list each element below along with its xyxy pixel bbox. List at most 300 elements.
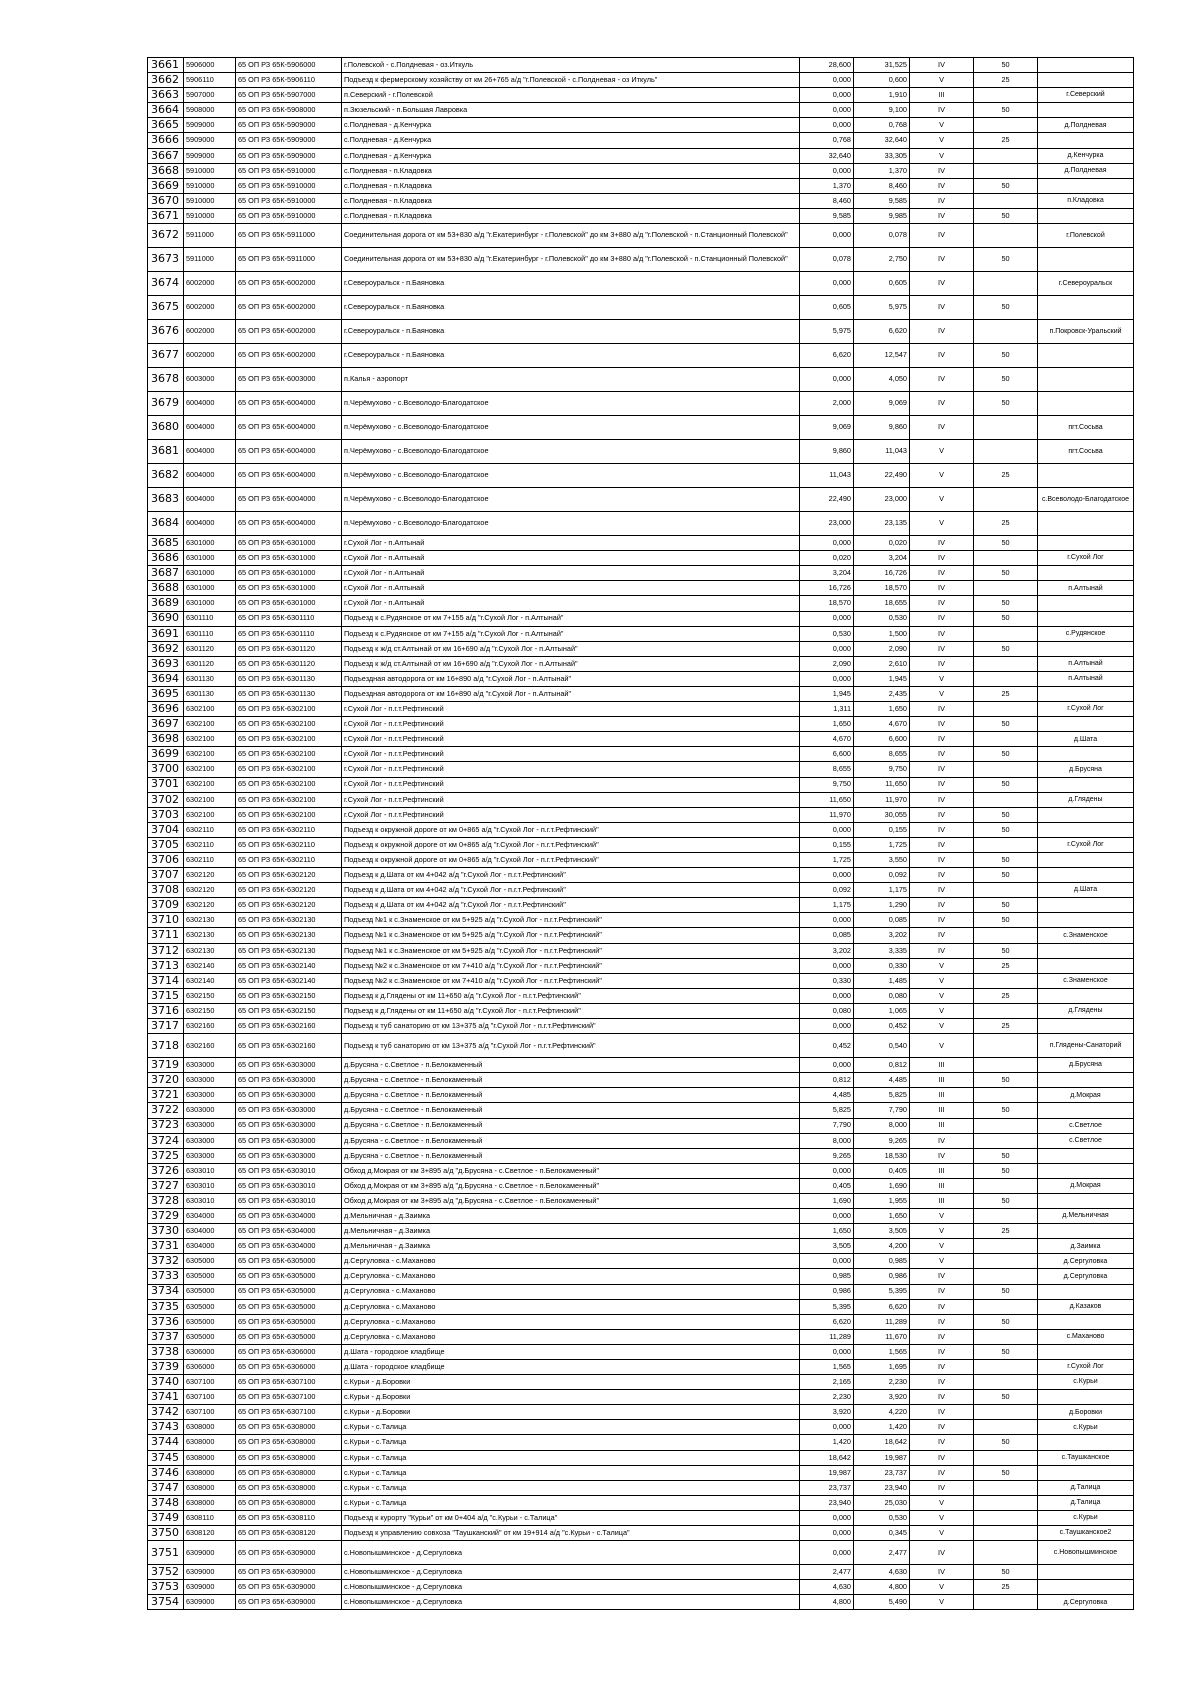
cell-start-km: 2,000 — [800, 392, 854, 416]
cell-start-km: 1,945 — [800, 686, 854, 701]
cell-settlement: д.Талица — [1038, 1495, 1134, 1510]
cell-road-name: г.Сухой Лог - п.г.т.Рефтинский — [342, 807, 800, 822]
cell-end-km: 12,547 — [854, 344, 910, 368]
cell-start-km: 32,640 — [800, 148, 854, 163]
cell-start-km: 0,000 — [800, 913, 854, 928]
cell-end-km: 3,202 — [854, 928, 910, 943]
table-row — [148, 1390, 1134, 1405]
cell-category: V — [910, 488, 974, 512]
cell-category: V — [910, 958, 974, 973]
cell-identifier: 65 ОП РЗ 65К-6301110 — [236, 611, 342, 626]
cell-end-km: 23,135 — [854, 512, 910, 536]
cell-category: IV — [910, 762, 974, 777]
table-row — [148, 626, 1134, 641]
cell-account-number: 5909000 — [184, 133, 236, 148]
cell-settlement — [1038, 1565, 1134, 1580]
cell-row-number: 3681 — [148, 440, 184, 464]
cell-category: V — [910, 671, 974, 686]
cell-identifier: 65 ОП РЗ 65К-6302100 — [236, 777, 342, 792]
cell-identifier: 65 ОП РЗ 65К-6307100 — [236, 1375, 342, 1390]
cell-end-km: 6,600 — [854, 732, 910, 747]
cell-identifier: 65 ОП РЗ 65К-6004000 — [236, 464, 342, 488]
cell-end-km: 0,600 — [854, 73, 910, 88]
cell-length-value — [974, 1209, 1038, 1224]
cell-row-number: 3671 — [148, 208, 184, 223]
cell-start-km: 0,330 — [800, 973, 854, 988]
cell-settlement — [1038, 178, 1134, 193]
table-row — [148, 1019, 1134, 1034]
cell-end-km: 1,690 — [854, 1178, 910, 1193]
cell-road-name: Подъезд №2 к с.Знаменское от км 7+410 а/д "г.Сухой Лог - п.г.т.Рефтинский" — [342, 958, 800, 973]
table-row — [148, 1405, 1134, 1420]
cell-account-number: 6308000 — [184, 1435, 236, 1450]
cell-length-value — [974, 656, 1038, 671]
cell-end-km: 5,395 — [854, 1284, 910, 1299]
cell-category: IV — [910, 566, 974, 581]
cell-length-value: 50 — [974, 178, 1038, 193]
cell-settlement: с.Маханово — [1038, 1329, 1134, 1344]
cell-row-number: 3699 — [148, 747, 184, 762]
cell-end-km: 9,860 — [854, 416, 910, 440]
cell-road-name: с.Курьи - с.Талица — [342, 1495, 800, 1510]
cell-category: IV — [910, 296, 974, 320]
cell-end-km: 1,945 — [854, 671, 910, 686]
cell-end-km: 32,640 — [854, 133, 910, 148]
cell-category: V — [910, 1019, 974, 1034]
cell-road-name: г.Сухой Лог - п.Алтынай — [342, 551, 800, 566]
cell-identifier: 65 ОП РЗ 65К-6308000 — [236, 1465, 342, 1480]
cell-category: IV — [910, 717, 974, 732]
cell-start-km: 1,311 — [800, 702, 854, 717]
cell-identifier: 65 ОП РЗ 65К-5910000 — [236, 193, 342, 208]
cell-row-number: 3693 — [148, 656, 184, 671]
cell-category: V — [910, 1239, 974, 1254]
cell-settlement — [1038, 822, 1134, 837]
cell-road-name: д.Мельничная - д.Заимка — [342, 1224, 800, 1239]
cell-end-km: 0,768 — [854, 118, 910, 133]
cell-account-number: 6302120 — [184, 868, 236, 883]
cell-category: IV — [910, 641, 974, 656]
cell-identifier: 65 ОП РЗ 65К-6303000 — [236, 1073, 342, 1088]
cell-settlement: с.Таушканское2 — [1038, 1526, 1134, 1541]
cell-identifier: 65 ОП РЗ 65К-6309000 — [236, 1541, 342, 1565]
cell-settlement — [1038, 898, 1134, 913]
table-row — [148, 488, 1134, 512]
table-row — [148, 163, 1134, 178]
cell-category: III — [910, 1118, 974, 1133]
table-row — [148, 1088, 1134, 1103]
cell-account-number: 6308000 — [184, 1495, 236, 1510]
cell-road-name: п.Черёмухово - с.Всеволодо-Благодатское — [342, 464, 800, 488]
cell-account-number: 6304000 — [184, 1224, 236, 1239]
cell-account-number: 6301130 — [184, 671, 236, 686]
cell-account-number: 6301120 — [184, 641, 236, 656]
table-row — [148, 1450, 1134, 1465]
cell-road-name: Подъезд к окружной дороге от км 0+865 а/д "г.Сухой Лог - п.г.т.Рефтинский" — [342, 837, 800, 852]
cell-settlement: п.Алтынай — [1038, 581, 1134, 596]
cell-length-value — [974, 1003, 1038, 1018]
cell-identifier: 65 ОП РЗ 65К-6308110 — [236, 1510, 342, 1525]
cell-start-km: 23,737 — [800, 1480, 854, 1495]
cell-category: IV — [910, 416, 974, 440]
cell-row-number: 3730 — [148, 1224, 184, 1239]
cell-road-name: Подъезд №1 к с.Знаменское от км 5+925 а/д "г.Сухой Лог - п.г.т.Рефтинский" — [342, 943, 800, 958]
cell-start-km: 0,000 — [800, 1344, 854, 1359]
table-row — [148, 296, 1134, 320]
cell-identifier: 65 ОП РЗ 65К-6306000 — [236, 1344, 342, 1359]
cell-row-number: 3752 — [148, 1565, 184, 1580]
cell-road-name: с.Новопышминское - д.Сергуловка — [342, 1580, 800, 1595]
cell-road-name: Подъезд к д.Шата от км 4+042 а/д "г.Сухой Лог - п.г.т.Рефтинский" — [342, 883, 800, 898]
cell-end-km: 9,750 — [854, 762, 910, 777]
cell-settlement: с.Курьи — [1038, 1375, 1134, 1390]
cell-start-km: 16,726 — [800, 581, 854, 596]
table-row — [148, 1580, 1134, 1595]
cell-account-number: 6303010 — [184, 1178, 236, 1193]
table-row — [148, 792, 1134, 807]
cell-row-number: 3682 — [148, 464, 184, 488]
cell-end-km: 0,452 — [854, 1019, 910, 1034]
table-row — [148, 732, 1134, 747]
cell-end-km: 31,525 — [854, 58, 910, 73]
table-row — [148, 118, 1134, 133]
cell-account-number: 6002000 — [184, 344, 236, 368]
cell-road-name: Подъезд к окружной дороге от км 0+865 а/д "г.Сухой Лог - п.г.т.Рефтинский" — [342, 853, 800, 868]
cell-category: III — [910, 88, 974, 103]
cell-end-km: 0,986 — [854, 1269, 910, 1284]
cell-category: V — [910, 1209, 974, 1224]
cell-start-km: 28,600 — [800, 58, 854, 73]
cell-end-km: 33,305 — [854, 148, 910, 163]
cell-end-km: 2,610 — [854, 656, 910, 671]
table-row — [148, 868, 1134, 883]
cell-identifier: 65 ОП РЗ 65К-6004000 — [236, 416, 342, 440]
cell-category: V — [910, 133, 974, 148]
cell-category: V — [910, 148, 974, 163]
cell-settlement: с.Таушканское — [1038, 1450, 1134, 1465]
cell-account-number: 6302150 — [184, 988, 236, 1003]
cell-identifier: 65 ОП РЗ 65К-6305000 — [236, 1299, 342, 1314]
cell-start-km: 23,000 — [800, 512, 854, 536]
cell-settlement — [1038, 1390, 1134, 1405]
cell-start-km: 0,000 — [800, 103, 854, 118]
cell-road-name: Соединительная дорога от км 53+830 а/д "г.Екатеринбург - г.Полевской" до км 3+880 а/д "г.Полевской - п.Станционный Полевской" — [342, 224, 800, 248]
cell-length-value — [974, 148, 1038, 163]
cell-end-km: 5,825 — [854, 1088, 910, 1103]
cell-category: IV — [910, 1329, 974, 1344]
table-row — [148, 1163, 1134, 1178]
cell-length-value — [974, 551, 1038, 566]
cell-row-number: 3676 — [148, 320, 184, 344]
cell-category: IV — [910, 898, 974, 913]
cell-road-name: д.Сергуловка - с.Маханово — [342, 1299, 800, 1314]
cell-end-km: 9,265 — [854, 1133, 910, 1148]
cell-identifier: 65 ОП РЗ 65К-5909000 — [236, 133, 342, 148]
cell-end-km: 2,090 — [854, 641, 910, 656]
cell-account-number: 6004000 — [184, 392, 236, 416]
cell-length-value — [974, 837, 1038, 852]
table-row — [148, 641, 1134, 656]
cell-account-number: 6302100 — [184, 732, 236, 747]
cell-identifier: 65 ОП РЗ 65К-6303010 — [236, 1178, 342, 1193]
table-body — [148, 58, 1134, 1610]
cell-road-name: д.Сергуловка - с.Маханово — [342, 1269, 800, 1284]
cell-row-number: 3723 — [148, 1118, 184, 1133]
table-row — [148, 320, 1134, 344]
cell-end-km: 23,940 — [854, 1480, 910, 1495]
table-row — [148, 777, 1134, 792]
cell-settlement: с.Светлое — [1038, 1118, 1134, 1133]
cell-account-number: 6002000 — [184, 320, 236, 344]
cell-identifier: 65 ОП РЗ 65К-5910000 — [236, 208, 342, 223]
cell-row-number: 3708 — [148, 883, 184, 898]
cell-settlement — [1038, 368, 1134, 392]
cell-account-number: 6309000 — [184, 1595, 236, 1610]
table-row — [148, 566, 1134, 581]
cell-length-value — [974, 416, 1038, 440]
cell-identifier: 65 ОП РЗ 65К-5906000 — [236, 58, 342, 73]
cell-row-number: 3750 — [148, 1526, 184, 1541]
cell-start-km: 4,670 — [800, 732, 854, 747]
cell-account-number: 6302130 — [184, 928, 236, 943]
cell-length-value: 25 — [974, 73, 1038, 88]
cell-row-number: 3739 — [148, 1360, 184, 1375]
cell-category: IV — [910, 272, 974, 296]
cell-start-km: 1,650 — [800, 717, 854, 732]
cell-road-name: п.Черёмухово - с.Всеволодо-Благодатское — [342, 440, 800, 464]
cell-account-number: 6301000 — [184, 566, 236, 581]
cell-road-name: с.Курьи - д.Боровки — [342, 1405, 800, 1420]
cell-category: IV — [910, 837, 974, 852]
cell-row-number: 3667 — [148, 148, 184, 163]
cell-settlement — [1038, 248, 1134, 272]
cell-road-name: г.Сухой Лог - п.г.т.Рефтинский — [342, 792, 800, 807]
cell-account-number: 6305000 — [184, 1329, 236, 1344]
cell-end-km: 8,000 — [854, 1118, 910, 1133]
table-row — [148, 1480, 1134, 1495]
cell-row-number: 3706 — [148, 853, 184, 868]
cell-row-number: 3696 — [148, 702, 184, 717]
cell-settlement: пгт.Сосьва — [1038, 440, 1134, 464]
cell-length-value — [974, 1480, 1038, 1495]
table-row — [148, 1420, 1134, 1435]
table-row — [148, 1541, 1134, 1565]
cell-category: V — [910, 988, 974, 1003]
cell-account-number: 6302150 — [184, 1003, 236, 1018]
cell-end-km: 0,078 — [854, 224, 910, 248]
cell-category: IV — [910, 536, 974, 551]
cell-row-number: 3664 — [148, 103, 184, 118]
cell-category: III — [910, 1073, 974, 1088]
cell-row-number: 3669 — [148, 178, 184, 193]
table-row — [148, 1118, 1134, 1133]
cell-identifier: 65 ОП РЗ 65К-6303000 — [236, 1118, 342, 1133]
cell-settlement: г.Полевской — [1038, 224, 1134, 248]
cell-identifier: 65 ОП РЗ 65К-6301110 — [236, 626, 342, 641]
cell-category: IV — [910, 596, 974, 611]
cell-account-number: 5909000 — [184, 118, 236, 133]
cell-settlement — [1038, 988, 1134, 1003]
cell-road-name: п.Черёмухово - с.Всеволодо-Благодатское — [342, 488, 800, 512]
cell-length-value — [974, 792, 1038, 807]
cell-start-km: 0,530 — [800, 626, 854, 641]
cell-identifier: 65 ОП РЗ 65К-5908000 — [236, 103, 342, 118]
cell-road-name: д.Брусяна - с.Светлое - п.Белокаменный — [342, 1148, 800, 1163]
cell-road-name: г.Сухой Лог - п.г.т.Рефтинский — [342, 717, 800, 732]
cell-end-km: 0,092 — [854, 868, 910, 883]
cell-end-km: 11,650 — [854, 777, 910, 792]
cell-account-number: 5907000 — [184, 88, 236, 103]
cell-end-km: 25,030 — [854, 1495, 910, 1510]
cell-account-number: 6302110 — [184, 837, 236, 852]
table-row — [148, 837, 1134, 852]
cell-account-number: 6303000 — [184, 1148, 236, 1163]
cell-account-number: 6302130 — [184, 913, 236, 928]
table-row — [148, 853, 1134, 868]
table-row — [148, 416, 1134, 440]
cell-identifier: 65 ОП РЗ 65К-6302140 — [236, 958, 342, 973]
cell-length-value — [974, 1118, 1038, 1133]
cell-end-km: 0,812 — [854, 1058, 910, 1073]
cell-settlement — [1038, 73, 1134, 88]
cell-end-km: 4,670 — [854, 717, 910, 732]
cell-settlement: д.Брусяна — [1038, 1058, 1134, 1073]
cell-identifier: 65 ОП РЗ 65К-6302130 — [236, 928, 342, 943]
cell-start-km: 0,000 — [800, 1058, 854, 1073]
cell-row-number: 3735 — [148, 1299, 184, 1314]
cell-end-km: 1,910 — [854, 88, 910, 103]
cell-start-km: 9,860 — [800, 440, 854, 464]
cell-start-km: 1,370 — [800, 178, 854, 193]
cell-row-number: 3717 — [148, 1019, 184, 1034]
cell-account-number: 6305000 — [184, 1284, 236, 1299]
cell-start-km: 0,000 — [800, 73, 854, 88]
cell-identifier: 65 ОП РЗ 65К-6302100 — [236, 732, 342, 747]
cell-category: III — [910, 1103, 974, 1118]
cell-account-number: 5909000 — [184, 148, 236, 163]
cell-row-number: 3685 — [148, 536, 184, 551]
cell-row-number: 3715 — [148, 988, 184, 1003]
cell-start-km: 3,204 — [800, 566, 854, 581]
cell-road-name: г.Североуральск - п.Баяновка — [342, 296, 800, 320]
cell-road-name: г.Сухой Лог - п.Алтынай — [342, 596, 800, 611]
cell-category: V — [910, 1034, 974, 1058]
cell-length-value: 50 — [974, 1148, 1038, 1163]
cell-row-number: 3729 — [148, 1209, 184, 1224]
cell-account-number: 6305000 — [184, 1299, 236, 1314]
cell-identifier: 65 ОП РЗ 65К-6307100 — [236, 1405, 342, 1420]
cell-settlement — [1038, 512, 1134, 536]
cell-start-km: 0,000 — [800, 1254, 854, 1269]
cell-settlement — [1038, 296, 1134, 320]
cell-end-km: 3,204 — [854, 551, 910, 566]
cell-settlement: г.Северский — [1038, 88, 1134, 103]
cell-settlement: д.Мокрая — [1038, 1088, 1134, 1103]
cell-start-km: 0,000 — [800, 1209, 854, 1224]
cell-account-number: 6304000 — [184, 1239, 236, 1254]
road-register-table — [147, 57, 1134, 1610]
table-row — [148, 1344, 1134, 1359]
cell-account-number: 6303000 — [184, 1058, 236, 1073]
cell-road-name: д.Брусяна - с.Светлое - п.Белокаменный — [342, 1103, 800, 1118]
cell-end-km: 5,490 — [854, 1595, 910, 1610]
cell-identifier: 65 ОП РЗ 65К-6301130 — [236, 671, 342, 686]
table-row — [148, 611, 1134, 626]
cell-category: V — [910, 1580, 974, 1595]
cell-length-value — [974, 626, 1038, 641]
cell-identifier: 65 ОП РЗ 65К-6303000 — [236, 1103, 342, 1118]
cell-settlement: с.Знаменское — [1038, 973, 1134, 988]
cell-start-km: 0,000 — [800, 641, 854, 656]
cell-settlement — [1038, 536, 1134, 551]
cell-road-name: п.Черёмухово - с.Всеволодо-Благодатское — [342, 416, 800, 440]
cell-row-number: 3749 — [148, 1510, 184, 1525]
cell-account-number: 6306000 — [184, 1344, 236, 1359]
cell-length-value — [974, 1595, 1038, 1610]
cell-length-value — [974, 1088, 1038, 1103]
cell-start-km: 0,092 — [800, 883, 854, 898]
cell-settlement: с.Светлое — [1038, 1133, 1134, 1148]
cell-row-number: 3674 — [148, 272, 184, 296]
cell-end-km: 0,330 — [854, 958, 910, 973]
cell-length-value — [974, 1133, 1038, 1148]
cell-account-number: 5906110 — [184, 73, 236, 88]
cell-road-name: д.Сергуловка - с.Маханово — [342, 1314, 800, 1329]
cell-identifier: 65 ОП РЗ 65К-6308000 — [236, 1420, 342, 1435]
table-row — [148, 1284, 1134, 1299]
cell-category: V — [910, 118, 974, 133]
table-row — [148, 656, 1134, 671]
cell-length-value: 50 — [974, 208, 1038, 223]
cell-category: V — [910, 1224, 974, 1239]
cell-account-number: 6302110 — [184, 822, 236, 837]
cell-account-number: 6302100 — [184, 792, 236, 807]
cell-length-value — [974, 671, 1038, 686]
cell-account-number: 6302130 — [184, 943, 236, 958]
cell-identifier: 65 ОП РЗ 65К-6302120 — [236, 898, 342, 913]
cell-account-number: 6303000 — [184, 1103, 236, 1118]
cell-road-name: Подъезд к фермерскому хозяйству от км 26+765 а/д "г.Полевской - с.Полдневая - оз Иткуль" — [342, 73, 800, 88]
cell-row-number: 3711 — [148, 928, 184, 943]
cell-row-number: 3716 — [148, 1003, 184, 1018]
cell-start-km: 0,000 — [800, 1541, 854, 1565]
cell-road-name: с.Полдневая - д.Кенчурка — [342, 148, 800, 163]
cell-category: IV — [910, 178, 974, 193]
cell-identifier: 65 ОП РЗ 65К-6304000 — [236, 1224, 342, 1239]
cell-account-number: 6305000 — [184, 1254, 236, 1269]
cell-end-km: 16,726 — [854, 566, 910, 581]
cell-start-km: 0,000 — [800, 1526, 854, 1541]
cell-end-km: 7,790 — [854, 1103, 910, 1118]
cell-road-name: д.Брусяна - с.Светлое - п.Белокаменный — [342, 1073, 800, 1088]
cell-account-number: 6302100 — [184, 747, 236, 762]
table-row — [148, 133, 1134, 148]
cell-row-number: 3692 — [148, 641, 184, 656]
cell-identifier: 65 ОП РЗ 65К-6302100 — [236, 762, 342, 777]
cell-length-value — [974, 320, 1038, 344]
cell-settlement: п.Алтынай — [1038, 671, 1134, 686]
cell-settlement: д.Полдневая — [1038, 163, 1134, 178]
cell-identifier: 65 ОП РЗ 65К-5910000 — [236, 178, 342, 193]
cell-category: IV — [910, 248, 974, 272]
cell-length-value: 50 — [974, 1435, 1038, 1450]
cell-end-km: 19,987 — [854, 1450, 910, 1465]
table-row — [148, 1360, 1134, 1375]
table-row — [148, 344, 1134, 368]
cell-identifier: 65 ОП РЗ 65К-6301000 — [236, 566, 342, 581]
cell-road-name: с.Курьи - д.Боровки — [342, 1375, 800, 1390]
cell-row-number: 3754 — [148, 1595, 184, 1610]
